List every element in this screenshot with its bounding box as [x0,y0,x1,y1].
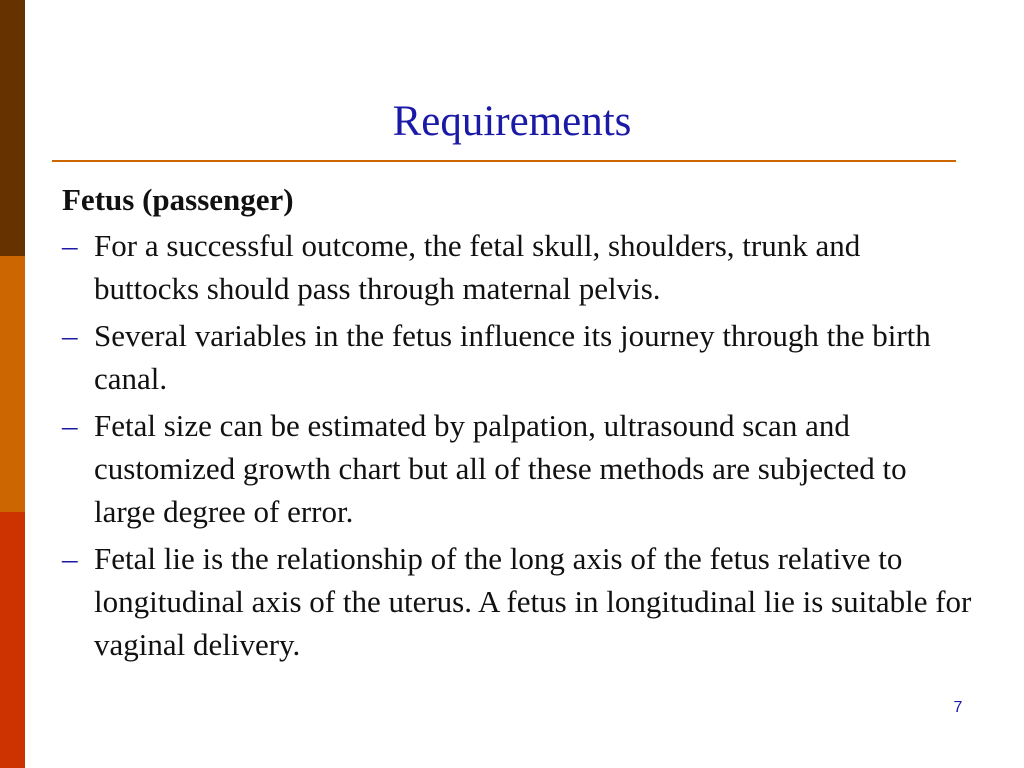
dash-bullet-icon: – [62,228,78,263]
dash-bullet-icon: – [62,541,78,576]
sidebar-accent-middle [0,256,25,512]
bullet-item [62,314,972,400]
slide-content [62,178,972,670]
slide-title: Requirements [392,98,632,145]
title-divider [52,160,956,162]
sidebar-accent-top [0,0,25,256]
bullet-item [62,404,972,533]
bullet-text: For a successful outcome, the fetal skull, shoulders, trunk and buttocks should pass through maternal pelvis. [94,228,861,306]
bullet-text: Several variables in the fetus influence its journey through the birth canal. [94,318,931,396]
dash-bullet-icon: – [62,318,78,353]
sidebar-accent-bottom [0,512,25,768]
bullet-item [62,224,972,310]
dash-bullet-icon: – [62,408,78,443]
bullet-text: Fetal size can be estimated by palpation, ultrasound scan and customized growth chart but all of these methods are subjected to large degree of error. [94,408,907,529]
bullet-text: Fetal lie is the relationship of the long axis of the fetus relative to longitudinal axis of the uterus. A fetus in longitudinal lie is suitable for vaginal delivery. [94,541,972,662]
bullet-item [62,537,972,666]
page-number: 7 [953,699,963,716]
section-heading: Fetus (passenger) [62,182,294,217]
